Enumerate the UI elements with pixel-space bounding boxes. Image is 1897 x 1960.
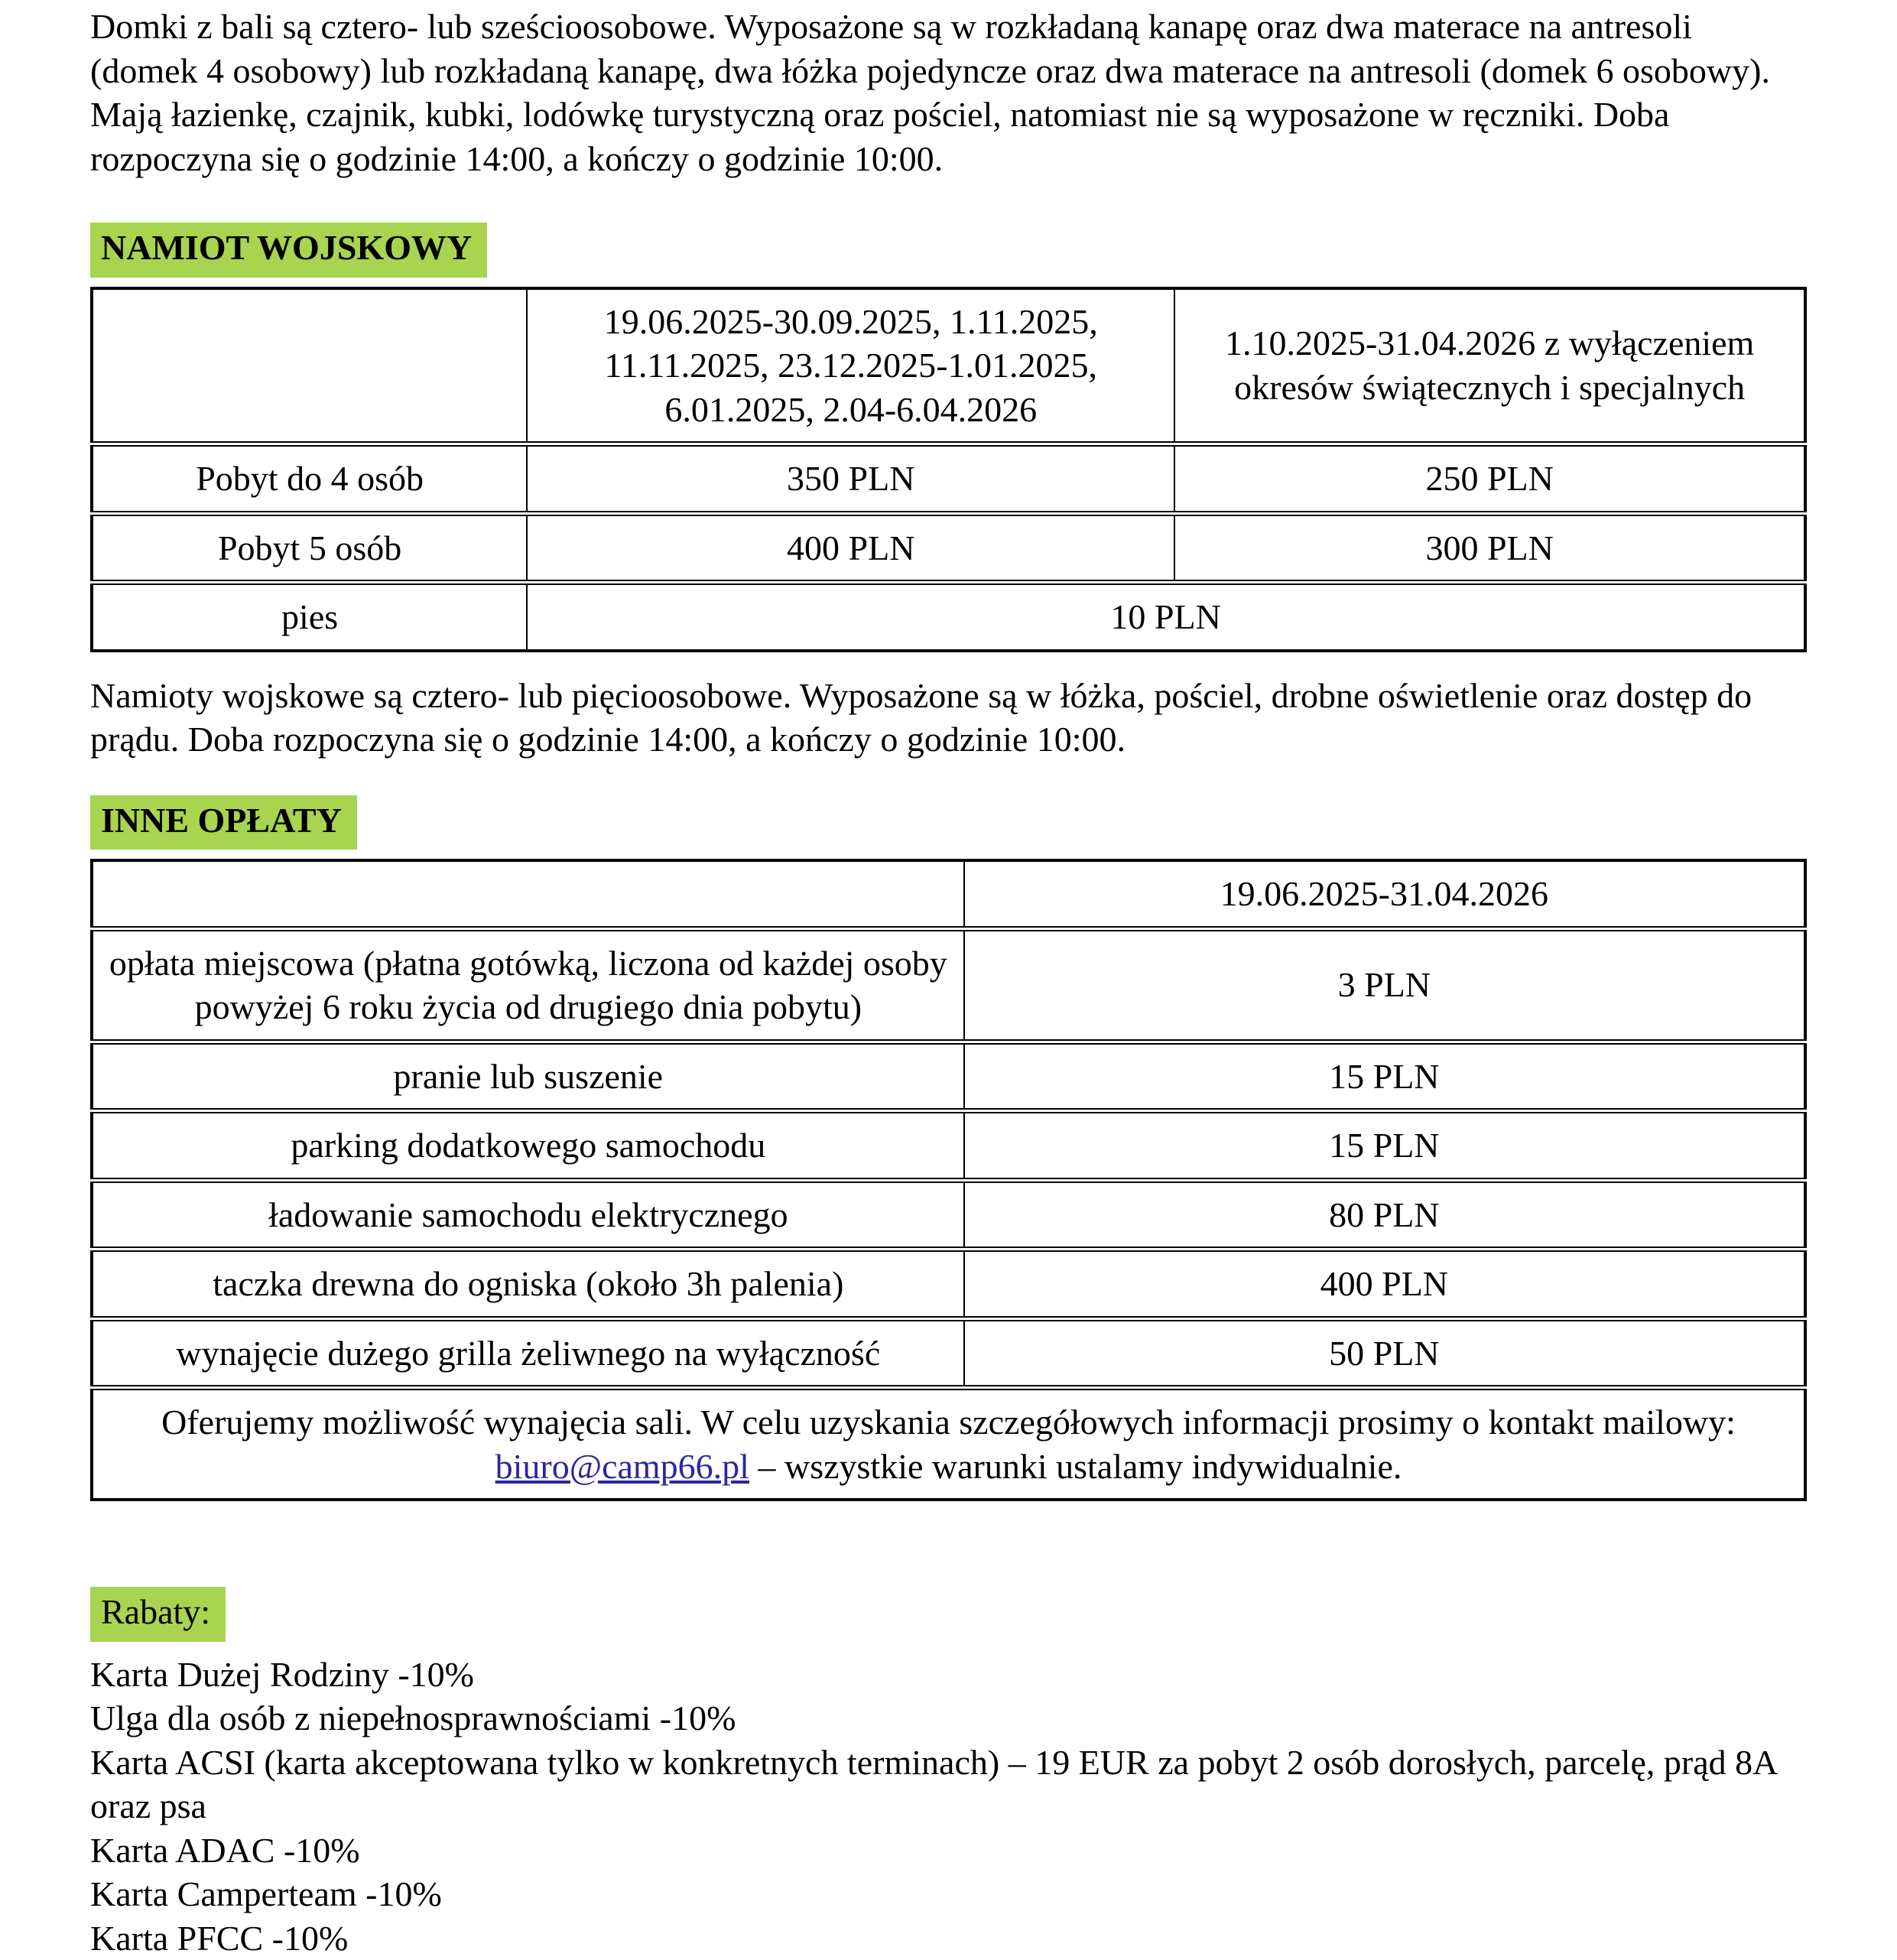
fee-row-firewood xyxy=(92,1250,1805,1319)
tent-row-season-price: 400 PLN xyxy=(527,513,1174,583)
tent-description: Namioty wojskowe są cztero- lub pięcioosobowe. Wyposażone są w łóżka, pościel, drobne oświetlenie oraz dostęp do prądu. Doba rozpoczyna się o godzinie 14:00, a kończy o godzinie 10:00. xyxy=(90,674,1807,762)
discount-item: Ulga dla osób z niepełnosprawnościami -10% xyxy=(90,1696,1807,1741)
fee-price: 50 PLN xyxy=(964,1318,1805,1388)
fee-row-parking xyxy=(92,1111,1805,1181)
tent-row-offseason-price: 300 PLN xyxy=(1174,513,1805,583)
fee-row-local-tax xyxy=(92,928,1805,1042)
footer-note-after: – wszystkie warunki ustalamy indywidualnie. xyxy=(749,1447,1402,1486)
fees-header-empty-cell xyxy=(92,860,964,928)
fee-row-laundry xyxy=(92,1042,1805,1111)
tent-dog-price: 10 PLN xyxy=(527,583,1805,651)
fees-header-row xyxy=(92,860,1805,928)
tent-header-empty-cell xyxy=(92,288,527,444)
tent-row-offseason-price: 250 PLN xyxy=(1174,444,1805,514)
tent-header-offseason-cell: 1.10.2025-31.04.2026 z wyłączeniem okresów świątecznych i specjalnych xyxy=(1174,288,1805,444)
fee-label: opłata miejscowa (płatna gotówką, liczona od każdej osoby powyżej 6 roku życia od drugiego dnia pobytu) xyxy=(92,928,964,1042)
email-link[interactable]: biuro@camp66.pl xyxy=(495,1447,749,1486)
tent-row-season-price: 350 PLN xyxy=(527,444,1174,514)
discount-item: Karta Camperteam -10% xyxy=(90,1872,1807,1916)
discount-item: Karta ADAC -10% xyxy=(90,1828,1807,1873)
fees-table xyxy=(90,859,1807,1501)
tent-heading-highlight: NAMIOT WOJSKOWY xyxy=(90,223,487,278)
section-heading-tent xyxy=(90,223,1807,278)
footer-note-before: Oferujemy możliwość wynajęcia sali. W celu uzyskania szczegółowych informacji prosimy o kontakt mailowy: xyxy=(161,1403,1736,1442)
fees-footer-row xyxy=(92,1388,1805,1500)
fees-heading-highlight: INNE OPŁATY xyxy=(90,795,357,850)
tent-row-5-persons xyxy=(92,513,1805,583)
fee-row-grill xyxy=(92,1318,1805,1388)
section-heading-discounts xyxy=(90,1587,1807,1642)
tent-row-label: Pobyt do 4 osób xyxy=(92,444,527,514)
intro-paragraph: Domki z bali są cztero- lub sześcioosobowe. Wyposażone są w rozkładaną kanapę oraz dwa materace na antresoli (domek 4 osobowy) lub rozkładaną kanapę, dwa łóżka pojedyncze oraz dwa materace na antresoli (domek 6 osobowy). Mają łazienkę, czajnik, kubki, lodówkę turystyczną oraz pościel, natomiast nie są wyposażone w ręczniki. Doba rozpoczyna się o godzinie 14:00, a kończy o godzinie 10:00. xyxy=(90,5,1807,180)
fee-price: 400 PLN xyxy=(964,1250,1805,1319)
tent-table-header-row xyxy=(92,288,1805,444)
tent-row-4-persons xyxy=(92,444,1805,514)
fees-footer-note xyxy=(92,1388,1805,1500)
fee-label: wynajęcie dużego grilla żeliwnego na wyłączność xyxy=(92,1318,964,1388)
tent-price-table xyxy=(90,287,1807,652)
fees-header-period-cell: 19.06.2025-31.04.2026 xyxy=(964,860,1805,928)
tent-header-season-cell: 19.06.2025-30.09.2025, 1.11.2025, 11.11.2025, 23.12.2025-1.01.2025, 6.01.2025, 2.04-6.04.2026 xyxy=(527,288,1174,444)
tent-dog-label: pies xyxy=(92,583,527,651)
discounts-list xyxy=(90,1653,1807,1960)
section-heading-fees xyxy=(90,795,1807,850)
discount-item: Karta ACSI (karta akceptowana tylko w konkretnych terminach) – 19 EUR za pobyt 2 osób dorosłych, parcelę, prąd 8A oraz psa xyxy=(90,1741,1807,1828)
tent-row-label: Pobyt 5 osób xyxy=(92,513,527,583)
fee-row-ev-charging xyxy=(92,1180,1805,1250)
fee-label: parking dodatkowego samochodu xyxy=(92,1111,964,1181)
discounts-heading-highlight: Rabaty: xyxy=(90,1587,226,1642)
fee-price: 15 PLN xyxy=(964,1042,1805,1111)
fee-price: 80 PLN xyxy=(964,1180,1805,1250)
discount-item: Karta Dużej Rodziny -10% xyxy=(90,1653,1807,1697)
fee-price: 15 PLN xyxy=(964,1111,1805,1181)
tent-row-dog xyxy=(92,583,1805,651)
discount-item: Karta PFCC -10% xyxy=(90,1916,1807,1960)
fee-price: 3 PLN xyxy=(964,928,1805,1042)
fee-label: ładowanie samochodu elektrycznego xyxy=(92,1180,964,1250)
fee-label: taczka drewna do ogniska (około 3h palenia) xyxy=(92,1250,964,1319)
fee-label: pranie lub suszenie xyxy=(92,1042,964,1111)
